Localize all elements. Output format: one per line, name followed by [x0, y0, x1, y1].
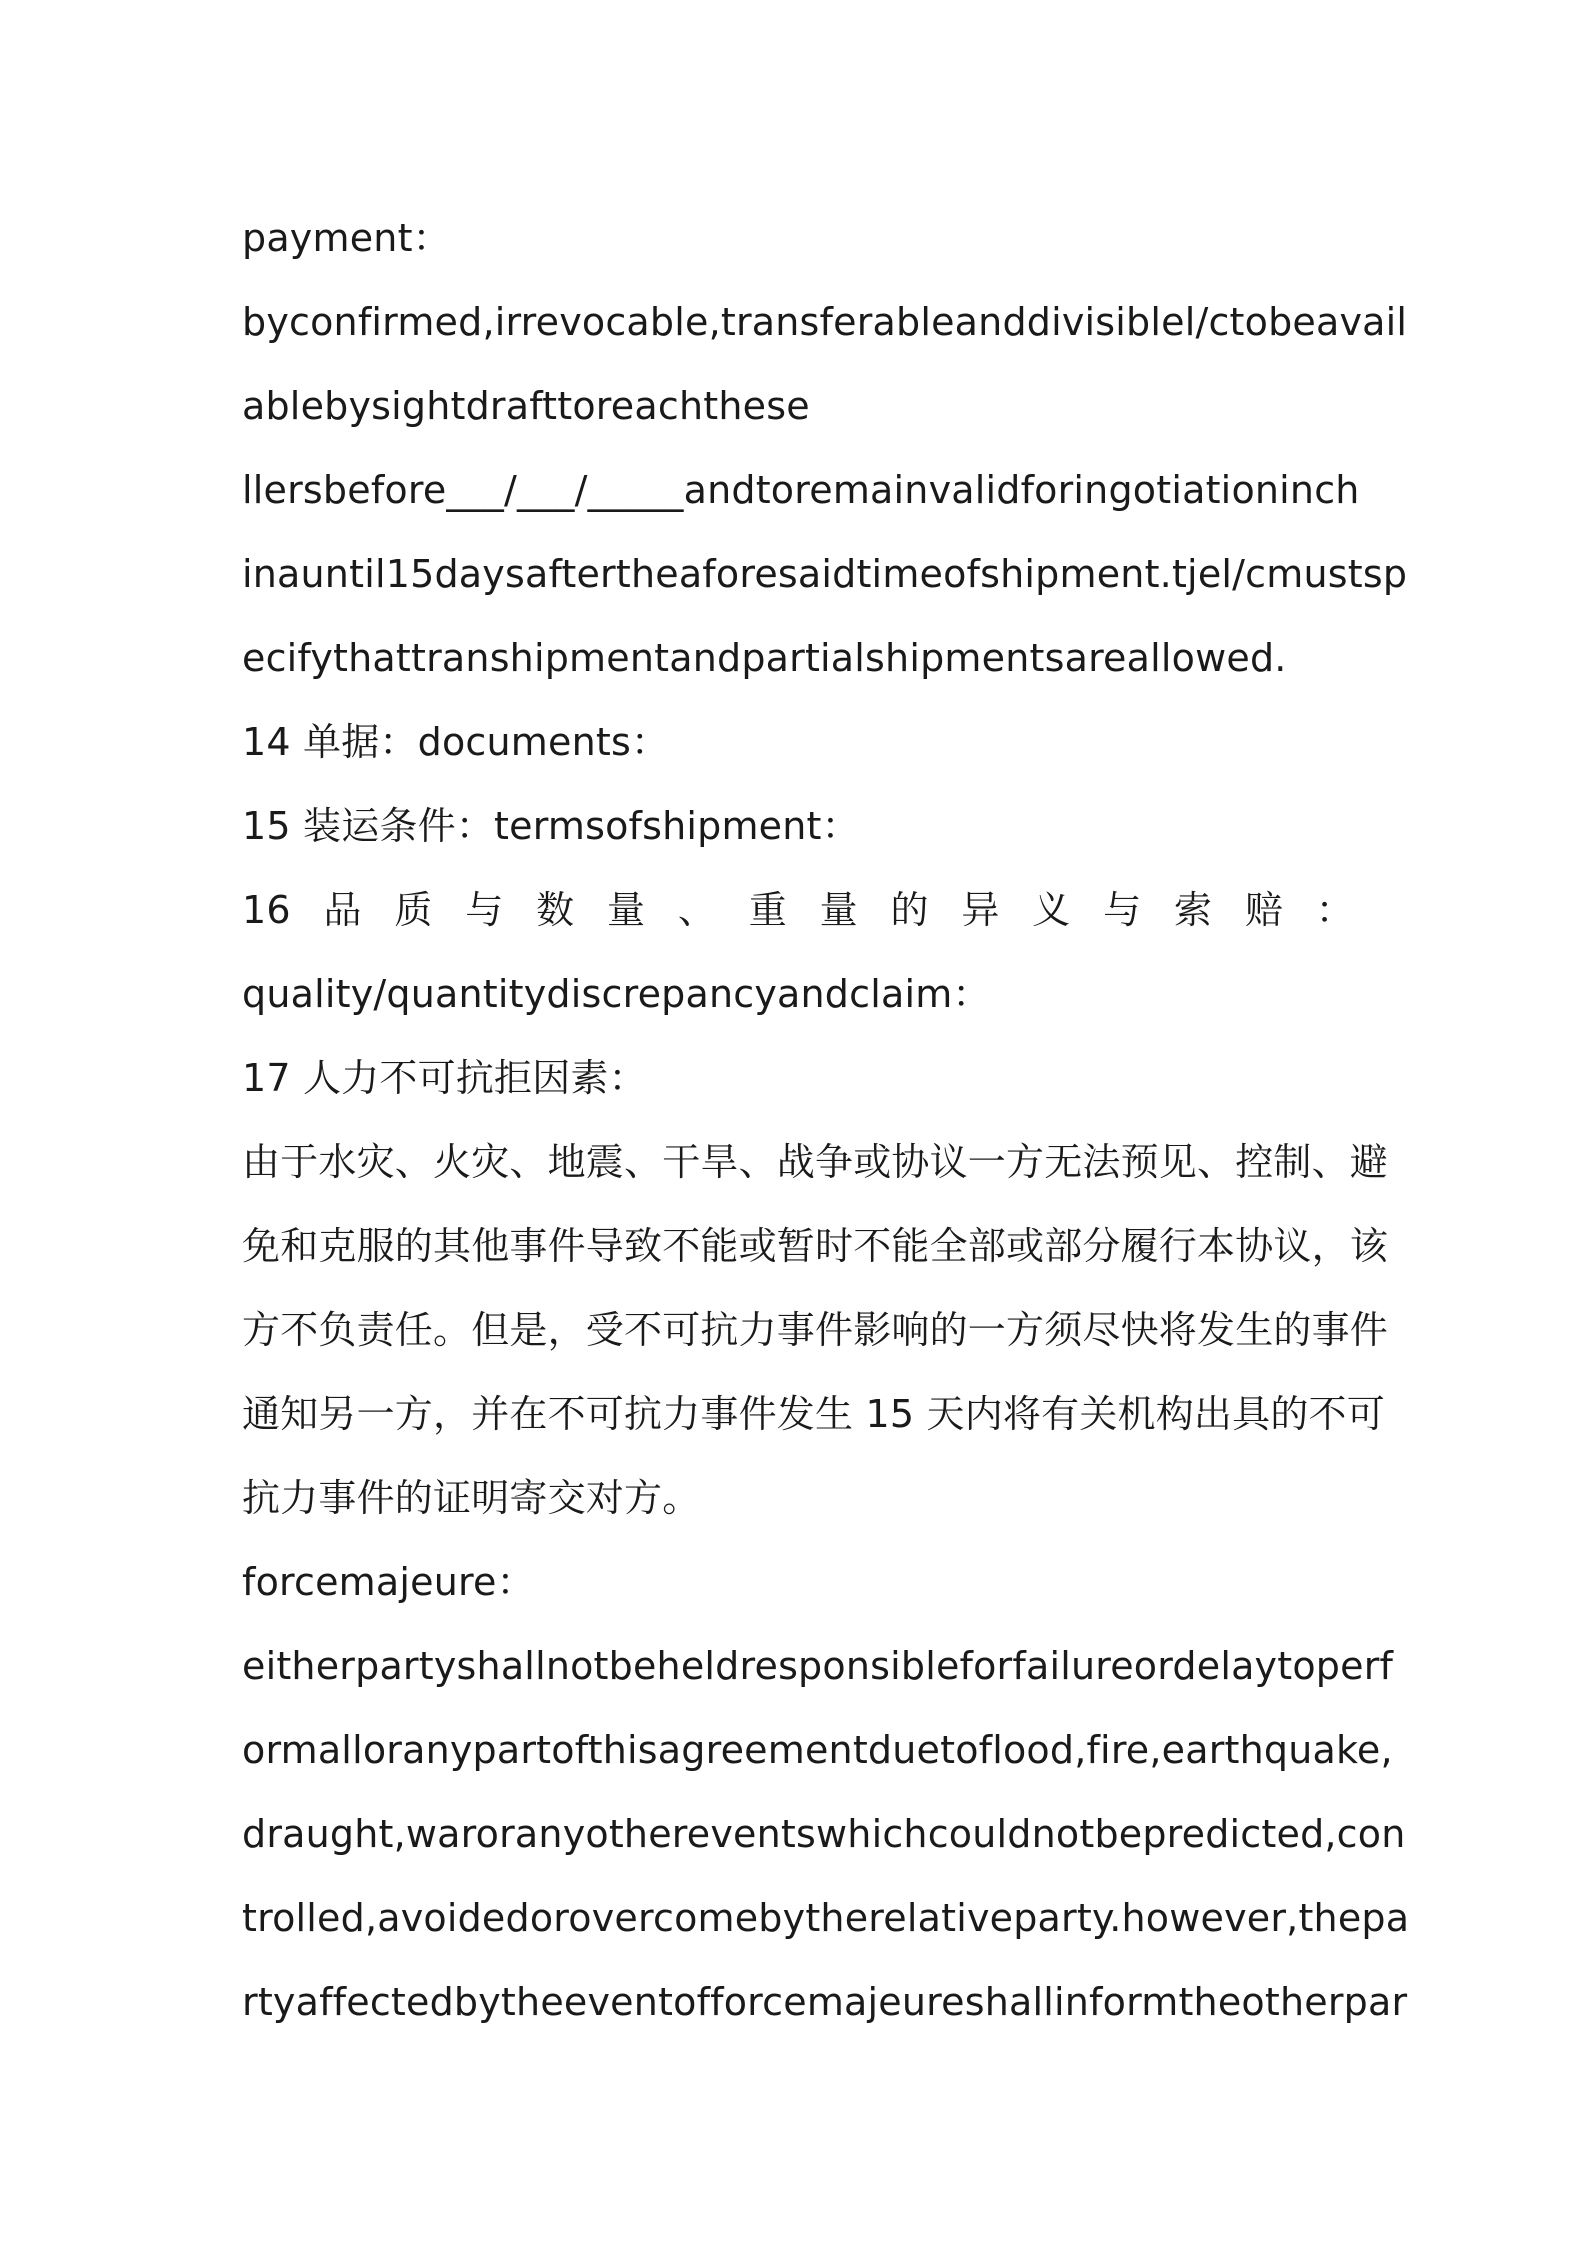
text-line: ecifythattranshipmentandpartialshipmentsareallowed.	[242, 636, 1287, 680]
text-line: payment：	[242, 216, 451, 260]
text-line: draught,waroranyothereventswhichcouldnotbepredicted,con	[242, 1812, 1406, 1856]
spread-char: 的	[890, 888, 929, 932]
document-body	[242, 196, 1410, 2044]
text-line: 抗力事件的证明寄交对方。	[242, 1476, 701, 1520]
section-heading: 17 人力不可抗拒因素：	[242, 1056, 647, 1100]
spread-char: 质	[394, 888, 433, 932]
text-line: eitherpartyshallnotbeheldresponsibleforfailureordelaytoperf	[242, 1644, 1394, 1688]
spread-char: 索	[1173, 888, 1213, 932]
section-heading: 14 单据：documents：	[242, 720, 670, 764]
spread-char: 异	[961, 888, 1000, 932]
spread-char: 品	[323, 888, 362, 932]
text-line: quality/quantitydiscrepancyandclaim：	[242, 972, 991, 1016]
text-line: 由于水灾、火灾、地震、干旱、战争或协议一方无法预见、控制、避	[242, 1140, 1389, 1184]
spread-char: 义	[1032, 888, 1071, 932]
spread-char: 与	[1103, 888, 1142, 932]
section-heading: 15 装运条件：termsofshipment：	[242, 804, 860, 848]
text-line: llersbefore___/___/_____andtoremainvalidforingotiationinch	[242, 468, 1360, 512]
spread-char: 重	[748, 888, 787, 932]
spread-char: 16	[242, 888, 291, 932]
spread-char: 与	[465, 888, 504, 932]
text-line: 免和克服的其他事件导致不能或暂时不能全部或部分履行本协议，该	[242, 1224, 1389, 1268]
text-line: inauntil15daysaftertheaforesaidtimeofshipment.tjel/cmustsp	[242, 552, 1408, 596]
text-line: byconfirmed,irrevocable,transferableanddivisiblel/ctobeavail	[242, 300, 1408, 344]
spread-char: 量	[606, 888, 646, 932]
text-line: forcemajeure：	[242, 1560, 535, 1604]
spread-char: 量	[819, 888, 858, 932]
text-line: ormalloranypartofthisagreementduetoflood,fire,earthquake,	[242, 1728, 1393, 1772]
text-line: trolled,avoidedorovercomebytherelativeparty.however,thepa	[242, 1896, 1410, 1940]
section-heading-spread	[242, 868, 1354, 952]
text-line: 方不负责任。但是，受不可抗力事件影响的一方须尽快将发生的事件	[242, 1308, 1389, 1352]
text-line: 通知另一方，并在不可抗力事件发生 15 天内将有关机构出具的不可	[242, 1392, 1385, 1436]
text-line: rtyaffectedbytheeventofforcemajeureshallinformtheotherpar	[242, 1980, 1408, 2024]
spread-char: 赔	[1244, 888, 1284, 932]
text-line: ablebysightdrafttoreachthese	[242, 384, 810, 428]
spread-char: 数	[536, 888, 575, 932]
spread-char: ：	[1315, 888, 1354, 932]
spread-char: 、	[677, 888, 717, 932]
